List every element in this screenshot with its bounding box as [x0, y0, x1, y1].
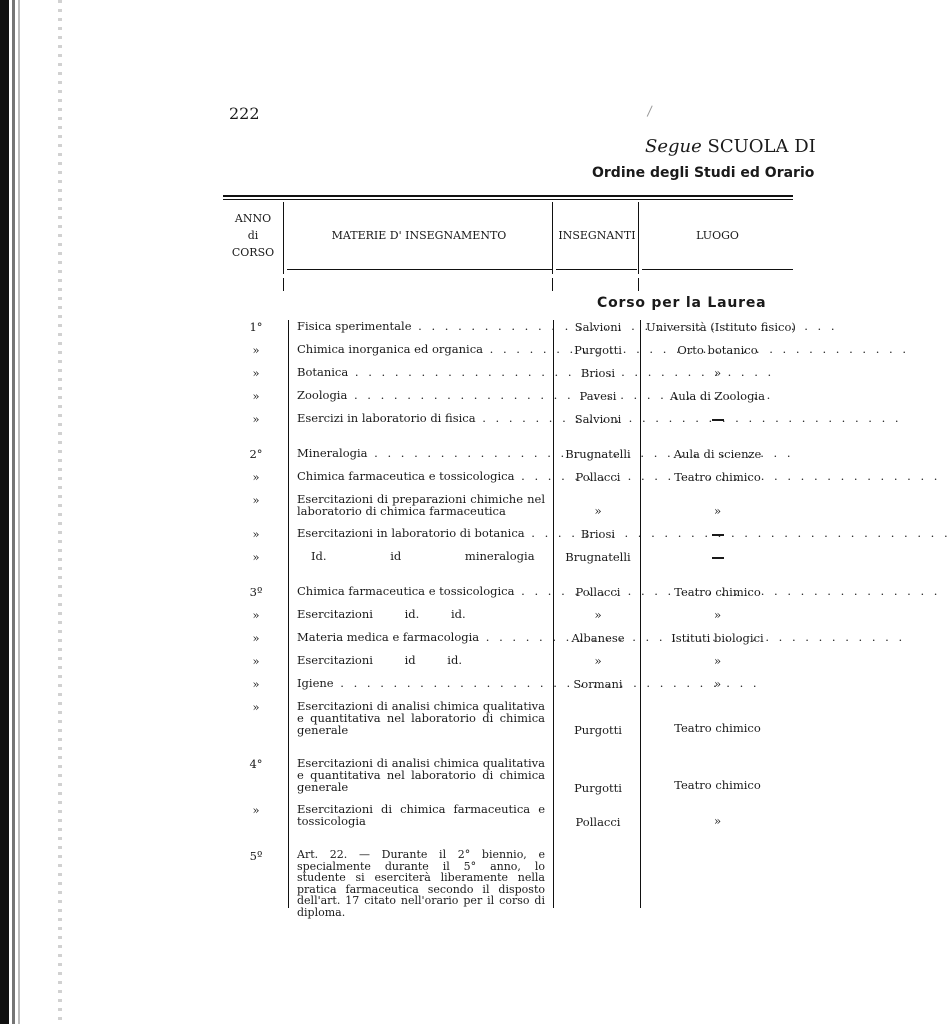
page-number: 222	[229, 104, 260, 123]
place-cell: »	[713, 366, 722, 380]
year-cell: »	[252, 389, 260, 403]
place-cell	[642, 550, 793, 564]
year-cell: »	[252, 470, 260, 484]
column-divider	[283, 278, 284, 291]
column-divider	[552, 202, 553, 274]
year-cell: »	[252, 700, 260, 714]
year-cell: 3º	[249, 585, 263, 599]
place-cell: »	[713, 654, 722, 668]
subject-cell: Esercitazioni di chimica farmaceutica e tossicologia	[297, 802, 545, 828]
teacher-cell: Brugnatelli	[565, 447, 631, 461]
dash-mark	[712, 534, 724, 536]
teacher-cell: Pollacci	[575, 470, 621, 484]
place-cell	[642, 527, 793, 541]
place-cell: Teatro chimico	[674, 585, 761, 599]
page-edge-texture	[58, 0, 62, 1024]
place-cell: Aula di Zoologia	[670, 389, 765, 403]
teacher-cell: »	[594, 654, 602, 668]
running-header	[645, 136, 816, 157]
teacher-cell: Brugnatelli	[565, 550, 631, 564]
subject-cell: Igiene . . .	[297, 677, 545, 689]
teacher-cell: Purgotti	[574, 781, 622, 795]
header-underline	[556, 269, 637, 270]
place-cell: »	[713, 677, 722, 691]
year-cell: 1°	[249, 320, 263, 334]
dash-mark	[712, 557, 724, 559]
subject-cell: Chimica inorganica ed organica . . .	[297, 343, 545, 355]
column-header-year-line: di	[247, 229, 259, 242]
column-divider	[553, 320, 554, 908]
column-divider	[638, 278, 639, 291]
subject-cell: Esercizi in laboratorio di fisica . . .	[297, 412, 545, 424]
place-cell: Teatro chimico	[674, 470, 761, 484]
dash-mark	[712, 419, 724, 421]
teacher-cell: Salvioni	[574, 320, 622, 334]
year-cell: »	[252, 550, 260, 564]
year-cell: 5º	[249, 849, 263, 863]
column-divider	[552, 278, 553, 291]
subject-cell: Zoologia . . .	[297, 389, 545, 401]
year-cell: »	[252, 366, 260, 380]
place-cell: Aula di scienze	[673, 447, 762, 461]
running-header-title: SCUOLA DI	[707, 136, 816, 157]
subject-cell: Esercitazioni di preparazioni chimiche nel laboratorio di chimica farmaceutica	[297, 492, 545, 518]
subject-cell: Botanica . . .	[297, 366, 545, 378]
column-divider	[638, 202, 639, 274]
year-cell: 4°	[249, 757, 263, 771]
column-header-place: LUOGO	[696, 229, 739, 242]
table-top-rule-thin	[223, 199, 793, 200]
year-cell: »	[252, 343, 260, 357]
year-cell: »	[252, 654, 260, 668]
teacher-cell: Pollacci	[575, 585, 621, 599]
table-subtitle: Ordine degli Studi ed Orario	[592, 165, 815, 181]
year-cell: »	[252, 803, 260, 817]
subject-cell: Id. id mineralogia	[311, 549, 535, 563]
column-header-year	[226, 210, 280, 261]
teacher-cell: »	[594, 504, 602, 518]
subject-cell: Esercitazioni di analisi chimica qualitativa e quantitativa nel laboratorio di chimica generale	[297, 756, 545, 794]
place-cell: Teatro chimico	[674, 778, 761, 792]
year-cell: »	[252, 412, 260, 426]
year-cell: »	[252, 493, 260, 507]
teacher-cell: Albanese	[571, 631, 625, 645]
teacher-cell: Salvioni	[574, 412, 622, 426]
subject-cell: Materia medica e farmacologia . . .	[297, 631, 545, 643]
column-header-subject: MATERIE D' INSEGNAMENTO	[331, 229, 507, 242]
column-divider	[283, 202, 284, 274]
teacher-cell: Purgotti	[574, 723, 622, 737]
column-header-teacher: INSEGNANTI	[558, 229, 636, 242]
year-cell: »	[252, 608, 260, 622]
year-cell: »	[252, 527, 260, 541]
subject-cell: Fisica sperimentale . . .	[297, 320, 545, 332]
subject-cell: Esercitazioni di analisi chimica qualitativa e quantitativa nel laboratorio di chimica generale	[297, 699, 545, 737]
year-cell: 2°	[249, 447, 263, 461]
section-title: Corso per la Laurea	[597, 295, 767, 311]
place-cell	[642, 412, 793, 426]
column-header-year-line: CORSO	[231, 246, 275, 259]
teacher-cell: Purgotti	[574, 343, 622, 357]
place-cell: »	[713, 814, 722, 828]
table-top-rule	[223, 195, 793, 197]
teacher-cell: Sormani	[573, 677, 623, 691]
subject-cell: Chimica farmaceutica e tossicologica . . .	[297, 585, 545, 597]
book-spine-shadow	[0, 0, 9, 1024]
place-cell: »	[713, 504, 722, 518]
teacher-cell: Briosi	[580, 527, 616, 541]
teacher-cell: »	[594, 608, 602, 622]
year-cell: »	[252, 631, 260, 645]
header-underline	[642, 269, 793, 270]
book-spine-line	[12, 0, 15, 1024]
running-header-prefix: Segue	[645, 136, 702, 157]
teacher-cell: Briosi	[580, 366, 616, 380]
subject-cell: Chimica farmaceutica e tossicologica . . .	[297, 470, 545, 482]
subject-cell: Mineralogia . . .	[297, 447, 545, 459]
header-underline	[287, 269, 552, 270]
place-cell: Orto botanico	[677, 343, 758, 357]
subject-cell: Esercitazioni id. id.	[297, 607, 466, 621]
column-divider	[640, 320, 641, 908]
teacher-cell: Pavesi	[579, 389, 617, 403]
book-spine-line	[18, 0, 20, 1024]
subject-cell: Esercitazioni id id.	[297, 653, 462, 667]
year-cell: »	[252, 677, 260, 691]
column-header-year-line: ANNO	[234, 212, 272, 225]
place-cell: Teatro chimico	[674, 721, 761, 735]
place-cell: Istituti biologici	[671, 631, 764, 645]
paper-speck	[647, 106, 657, 119]
subject-cell: Art. 22. — Durante il 2° biennio, e specialmente durante il 5° anno, lo studente si eserciterà liberamente nella pratica farmaceutica secondo il disposto dell'art. 17 citato nell'orario per il corso di diploma.	[297, 848, 545, 919]
column-divider	[288, 320, 289, 908]
place-cell: Università (Istituto fisico)	[646, 320, 796, 334]
subject-cell: Esercitazioni in laboratorio di botanica . . .	[297, 527, 545, 539]
place-cell: »	[713, 608, 722, 622]
teacher-cell: Pollacci	[575, 815, 621, 829]
